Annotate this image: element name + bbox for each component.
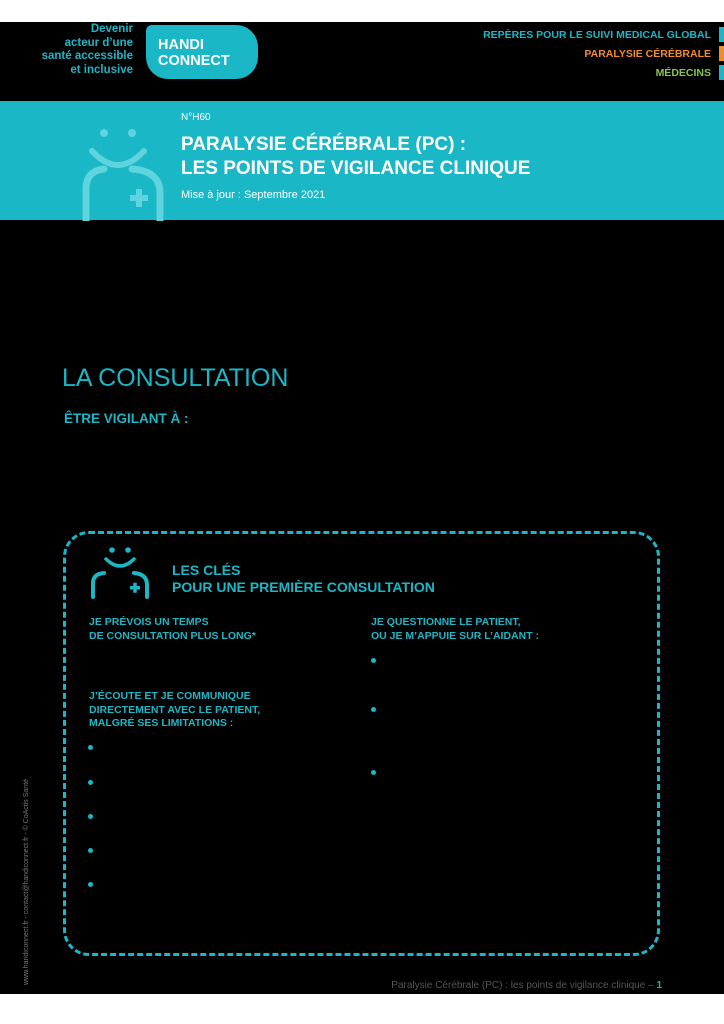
heading-line: OU JE M’APPUIE SUR L’AIDANT : <box>371 629 540 642</box>
heading-line: J’ÉCOUTE ET JE COMMUNIQUE <box>89 690 251 702</box>
left-heading-time <box>89 616 256 643</box>
tag-suivi-medical: REPÈRES POUR LE SUIVI MEDICAL GLOBAL <box>483 29 711 41</box>
heading-line: DE CONSULTATION PLUS LONG* <box>89 629 256 642</box>
side-credits: www.handiconnect.fr - contact@handiconnect.fr - © CoActis Santé <box>23 778 30 985</box>
bullet <box>371 658 376 663</box>
footer-text: Paralysie Cérébrale (PC) : les points de vigilance clinique – <box>391 980 657 991</box>
bullet <box>371 707 376 712</box>
tagline-line: santé accessible <box>41 50 133 62</box>
tag-color-bar-teal <box>719 27 724 42</box>
logo-line: HANDI <box>158 37 204 53</box>
section-subheading: ÊTRE VIGILANT À : <box>64 411 189 426</box>
bottom-margin <box>0 994 724 1024</box>
doctor-small-icon <box>90 545 150 603</box>
handiconnect-logo[interactable] <box>146 25 258 79</box>
tagline <box>20 23 133 77</box>
bullet <box>371 770 376 775</box>
right-heading-questions <box>371 616 539 643</box>
heading-line: JE QUESTIONNE LE PATIENT, <box>371 616 521 628</box>
section-heading: LA CONSULTATION <box>62 364 289 392</box>
tag-color-bar-orange <box>719 46 724 61</box>
bullet <box>88 814 93 819</box>
category-tags <box>483 26 711 83</box>
page-footer <box>391 980 662 991</box>
page-number: 1 <box>656 980 662 991</box>
tag-medecins: MÉDECINS <box>655 67 711 79</box>
bullet <box>88 848 93 853</box>
tag-paralysie-cerebrale: PARALYSIE CÉRÉBRALE <box>584 48 711 60</box>
heading-line: JE PRÉVOIS UN TEMPS <box>89 616 209 628</box>
document-title-line: LES POINTS DE VIGILANCE CLINIQUE <box>181 158 531 179</box>
heading-line: MALGRÉ SES LIMITATIONS : <box>89 717 234 729</box>
update-date: Mise à jour : Septembre 2021 <box>181 189 326 201</box>
tagline-line: Devenir <box>90 23 133 35</box>
tag-color-bar-green <box>719 65 724 80</box>
tagline-line: et inclusive <box>70 63 133 76</box>
top-margin <box>0 0 724 22</box>
bullet <box>88 745 93 750</box>
box-title-line: LES CLÉS <box>172 562 241 578</box>
doctor-icon <box>64 111 174 221</box>
bullet <box>88 780 93 785</box>
left-heading-communication <box>89 690 260 731</box>
document-number: N°H60 <box>181 112 211 123</box>
logo-line: CONNECT <box>158 53 230 69</box>
box-title-line: POUR UNE PREMIÈRE CONSULTATION <box>172 579 435 595</box>
document-title <box>181 133 530 181</box>
bullet <box>88 882 93 887</box>
title-banner <box>0 101 724 220</box>
document-title-line: PARALYSIE CÉRÉBRALE (PC) : <box>181 134 467 155</box>
box-title <box>172 562 435 596</box>
tagline-line: acteur d’une <box>64 36 133 49</box>
heading-line: DIRECTEMENT AVEC LE PATIENT, <box>89 703 261 716</box>
